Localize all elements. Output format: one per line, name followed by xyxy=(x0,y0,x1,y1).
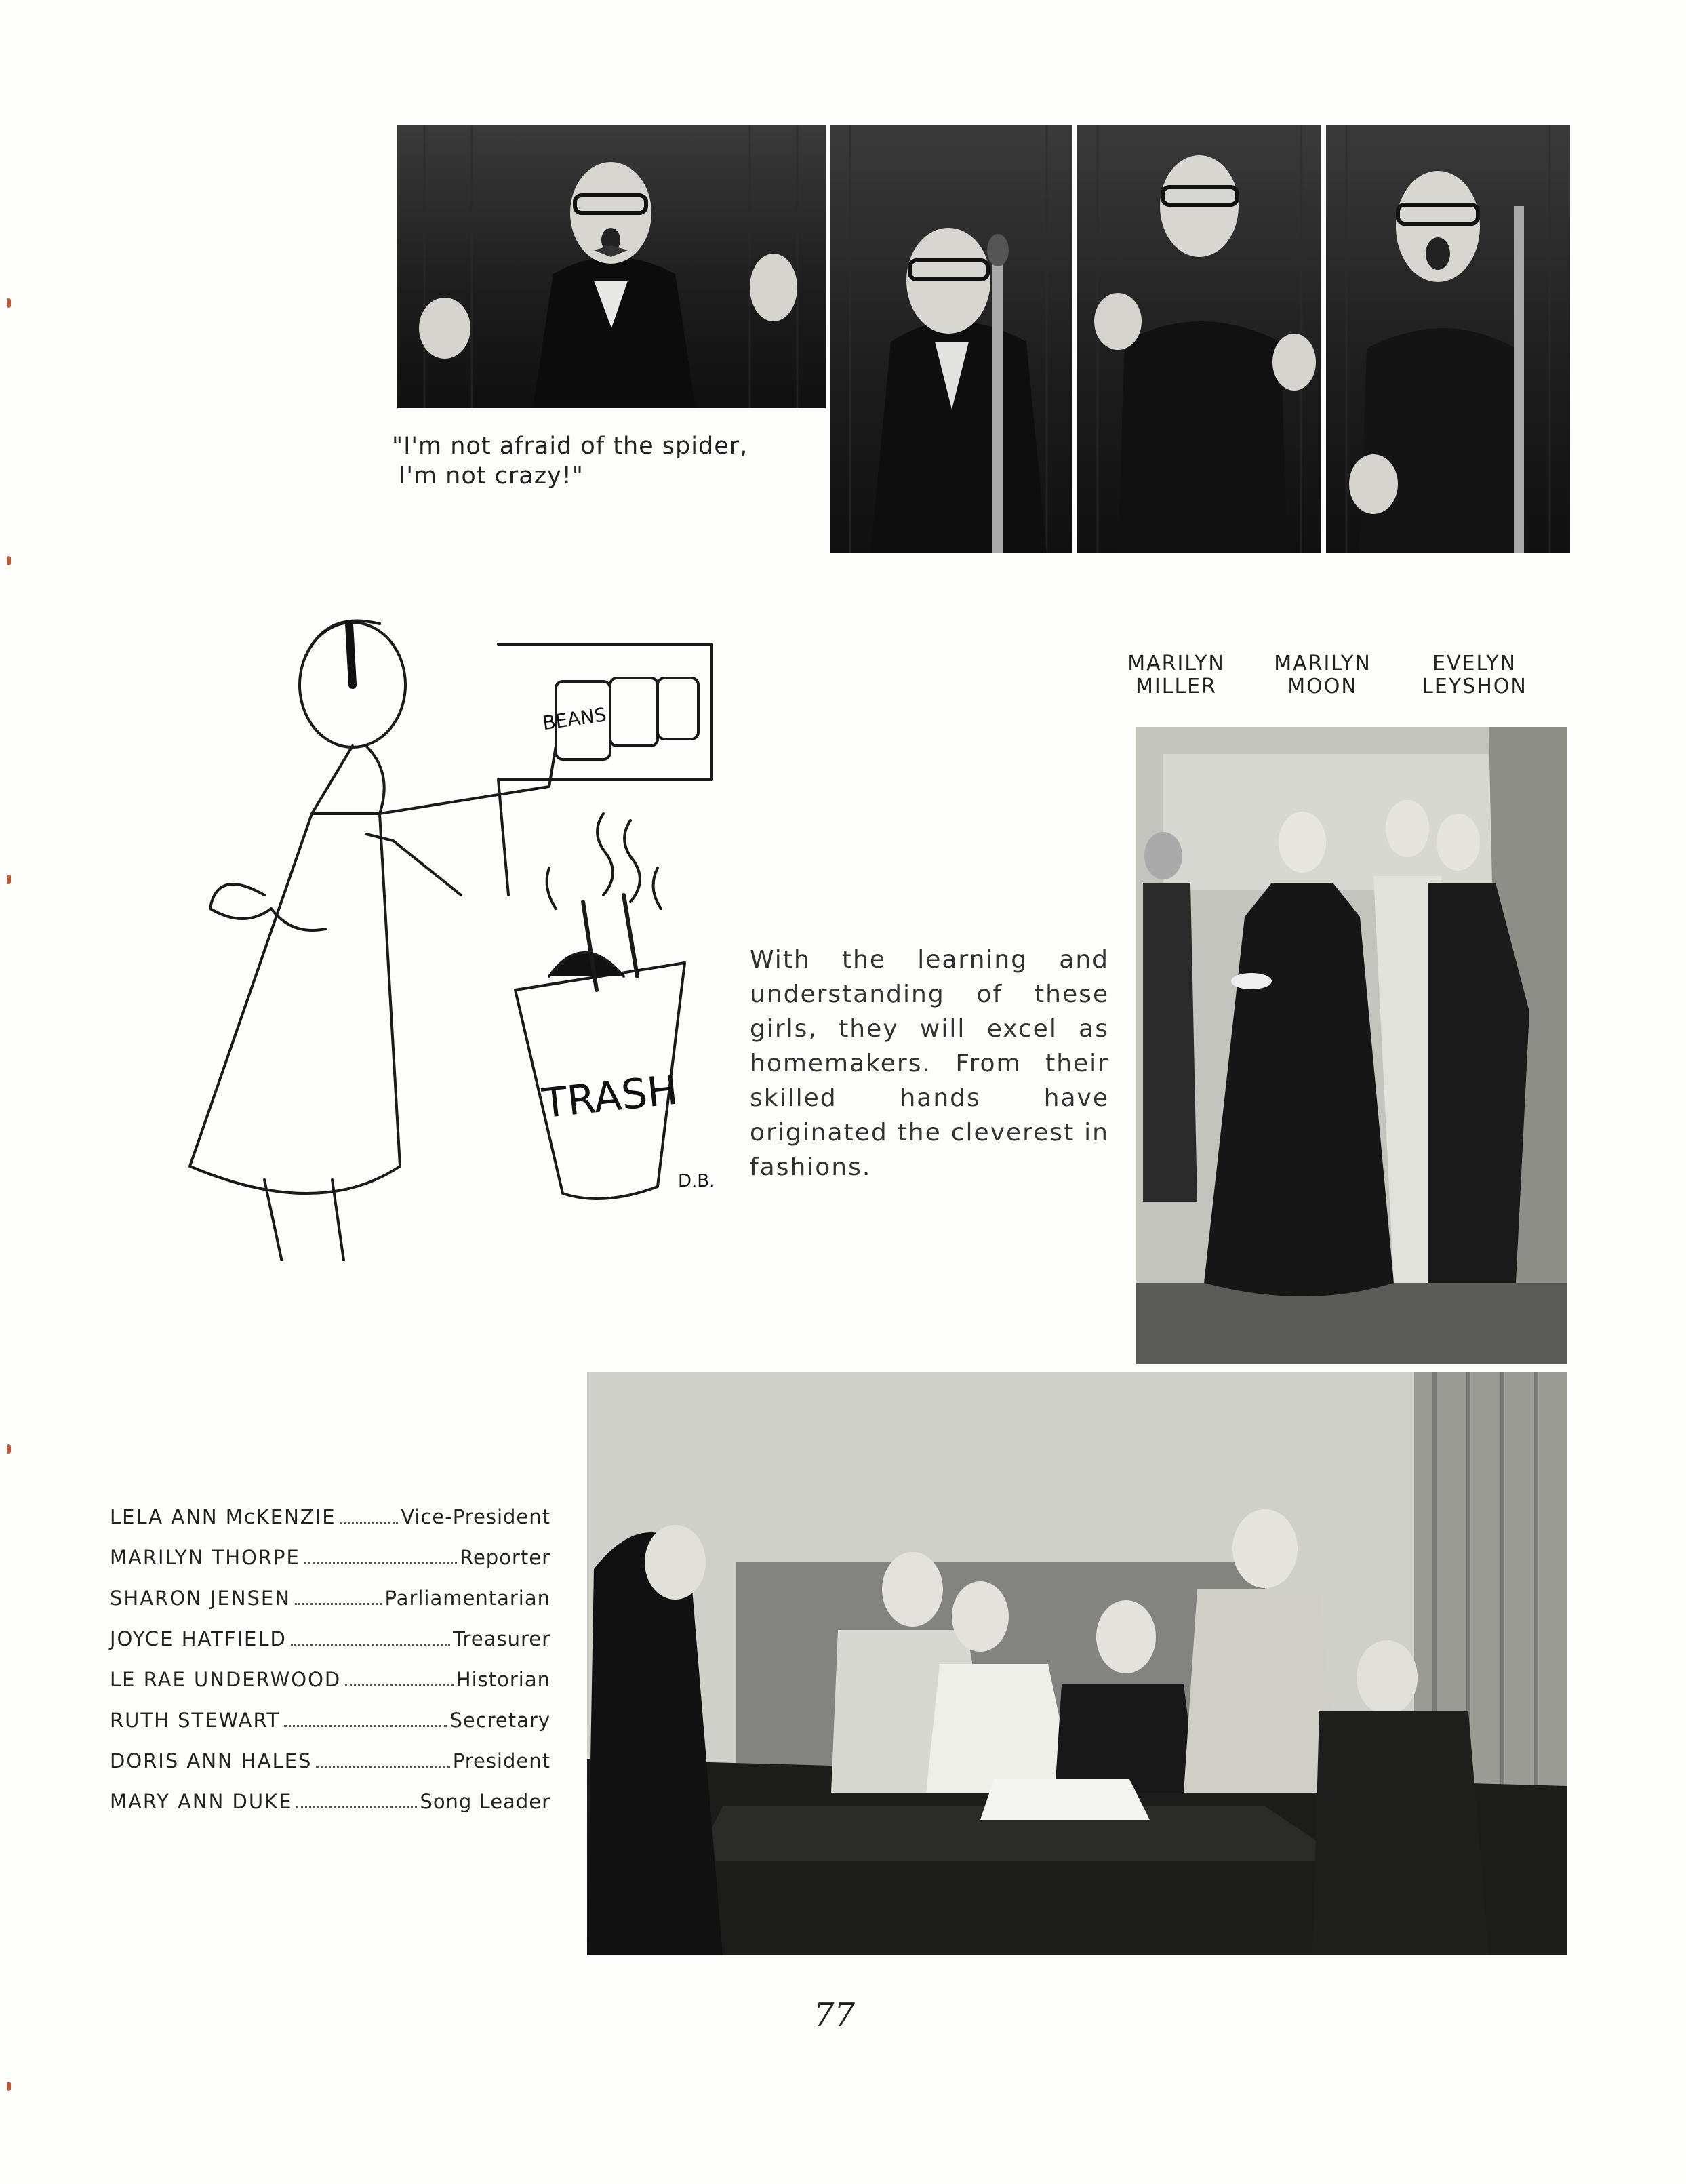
leader-dots xyxy=(284,1725,447,1727)
officer-name: RUTH STEWART xyxy=(110,1709,281,1732)
margin-speck xyxy=(7,2082,11,2091)
officers-list xyxy=(110,1505,550,1831)
officer-name: DORIS ANN HALES xyxy=(110,1749,313,1772)
comedian-photo-3 xyxy=(1077,125,1321,553)
officer-name: MARY ANN DUKE xyxy=(110,1790,293,1813)
leader-dots xyxy=(291,1644,450,1646)
fashion-names xyxy=(1119,652,1559,707)
quote-line-2: I'm not crazy!" xyxy=(399,462,584,490)
officer-row xyxy=(110,1546,550,1587)
cartoon-drawing xyxy=(108,610,752,1261)
fashion-body-text: With the learning and understanding of these girls, they will excel as homemakers. From their skilled hands have originated the cleverest in fashions. xyxy=(750,946,1109,1181)
officer-title: Reporter xyxy=(460,1546,550,1569)
quote-caption xyxy=(392,431,748,491)
officer-name: SHARON JENSEN xyxy=(110,1587,291,1610)
officer-row xyxy=(110,1668,550,1709)
name-miller: MARILYN MILLER xyxy=(1127,652,1225,698)
officer-title: Secretary xyxy=(449,1709,550,1732)
comedian-photo-4 xyxy=(1326,125,1570,553)
officer-title: Parliamentarian xyxy=(384,1587,550,1610)
officer-title: Treasurer xyxy=(453,1627,550,1650)
trash-label: TRASH xyxy=(540,1066,681,1128)
artist-signature: D.B. xyxy=(678,1171,715,1191)
margin-speck xyxy=(7,1444,11,1454)
leader-dots xyxy=(345,1684,454,1686)
quote-line-1: "I'm not afraid of the spider, xyxy=(392,433,748,460)
officer-name: LELA ANN McKENZIE xyxy=(110,1505,336,1528)
comedian-photo-1 xyxy=(397,125,826,408)
officer-title: President xyxy=(452,1749,550,1772)
officer-title: Song Leader xyxy=(420,1790,550,1813)
name-leyshon: EVELYN LEYSHON xyxy=(1422,652,1527,698)
officer-row xyxy=(110,1505,550,1546)
officer-title: Historian xyxy=(456,1668,550,1691)
officer-row xyxy=(110,1709,550,1749)
fashion-photo xyxy=(1136,727,1567,1364)
officer-title: Vice-President xyxy=(401,1505,550,1528)
officer-row xyxy=(110,1790,550,1831)
officer-row xyxy=(110,1627,550,1668)
officer-name: MARILYN THORPE xyxy=(110,1546,300,1569)
officer-name: LE RAE UNDERWOOD xyxy=(110,1668,342,1691)
leader-dots xyxy=(304,1562,457,1564)
margin-speck xyxy=(7,556,11,565)
leader-dots xyxy=(296,1806,417,1808)
comedian-photo-2 xyxy=(830,125,1072,553)
page-number: 77 xyxy=(814,1996,856,2034)
leader-dots xyxy=(295,1603,382,1605)
beans-label: BEANS xyxy=(541,703,608,735)
name-moon: MARILYN MOON xyxy=(1274,652,1371,698)
leader-dots xyxy=(340,1522,399,1524)
officer-row xyxy=(110,1749,550,1790)
margin-speck xyxy=(7,875,11,884)
margin-speck xyxy=(7,298,11,308)
group-photo xyxy=(587,1372,1567,1955)
leader-dots xyxy=(316,1766,449,1768)
officer-name: JOYCE HATFIELD xyxy=(110,1627,287,1650)
officer-row xyxy=(110,1587,550,1627)
